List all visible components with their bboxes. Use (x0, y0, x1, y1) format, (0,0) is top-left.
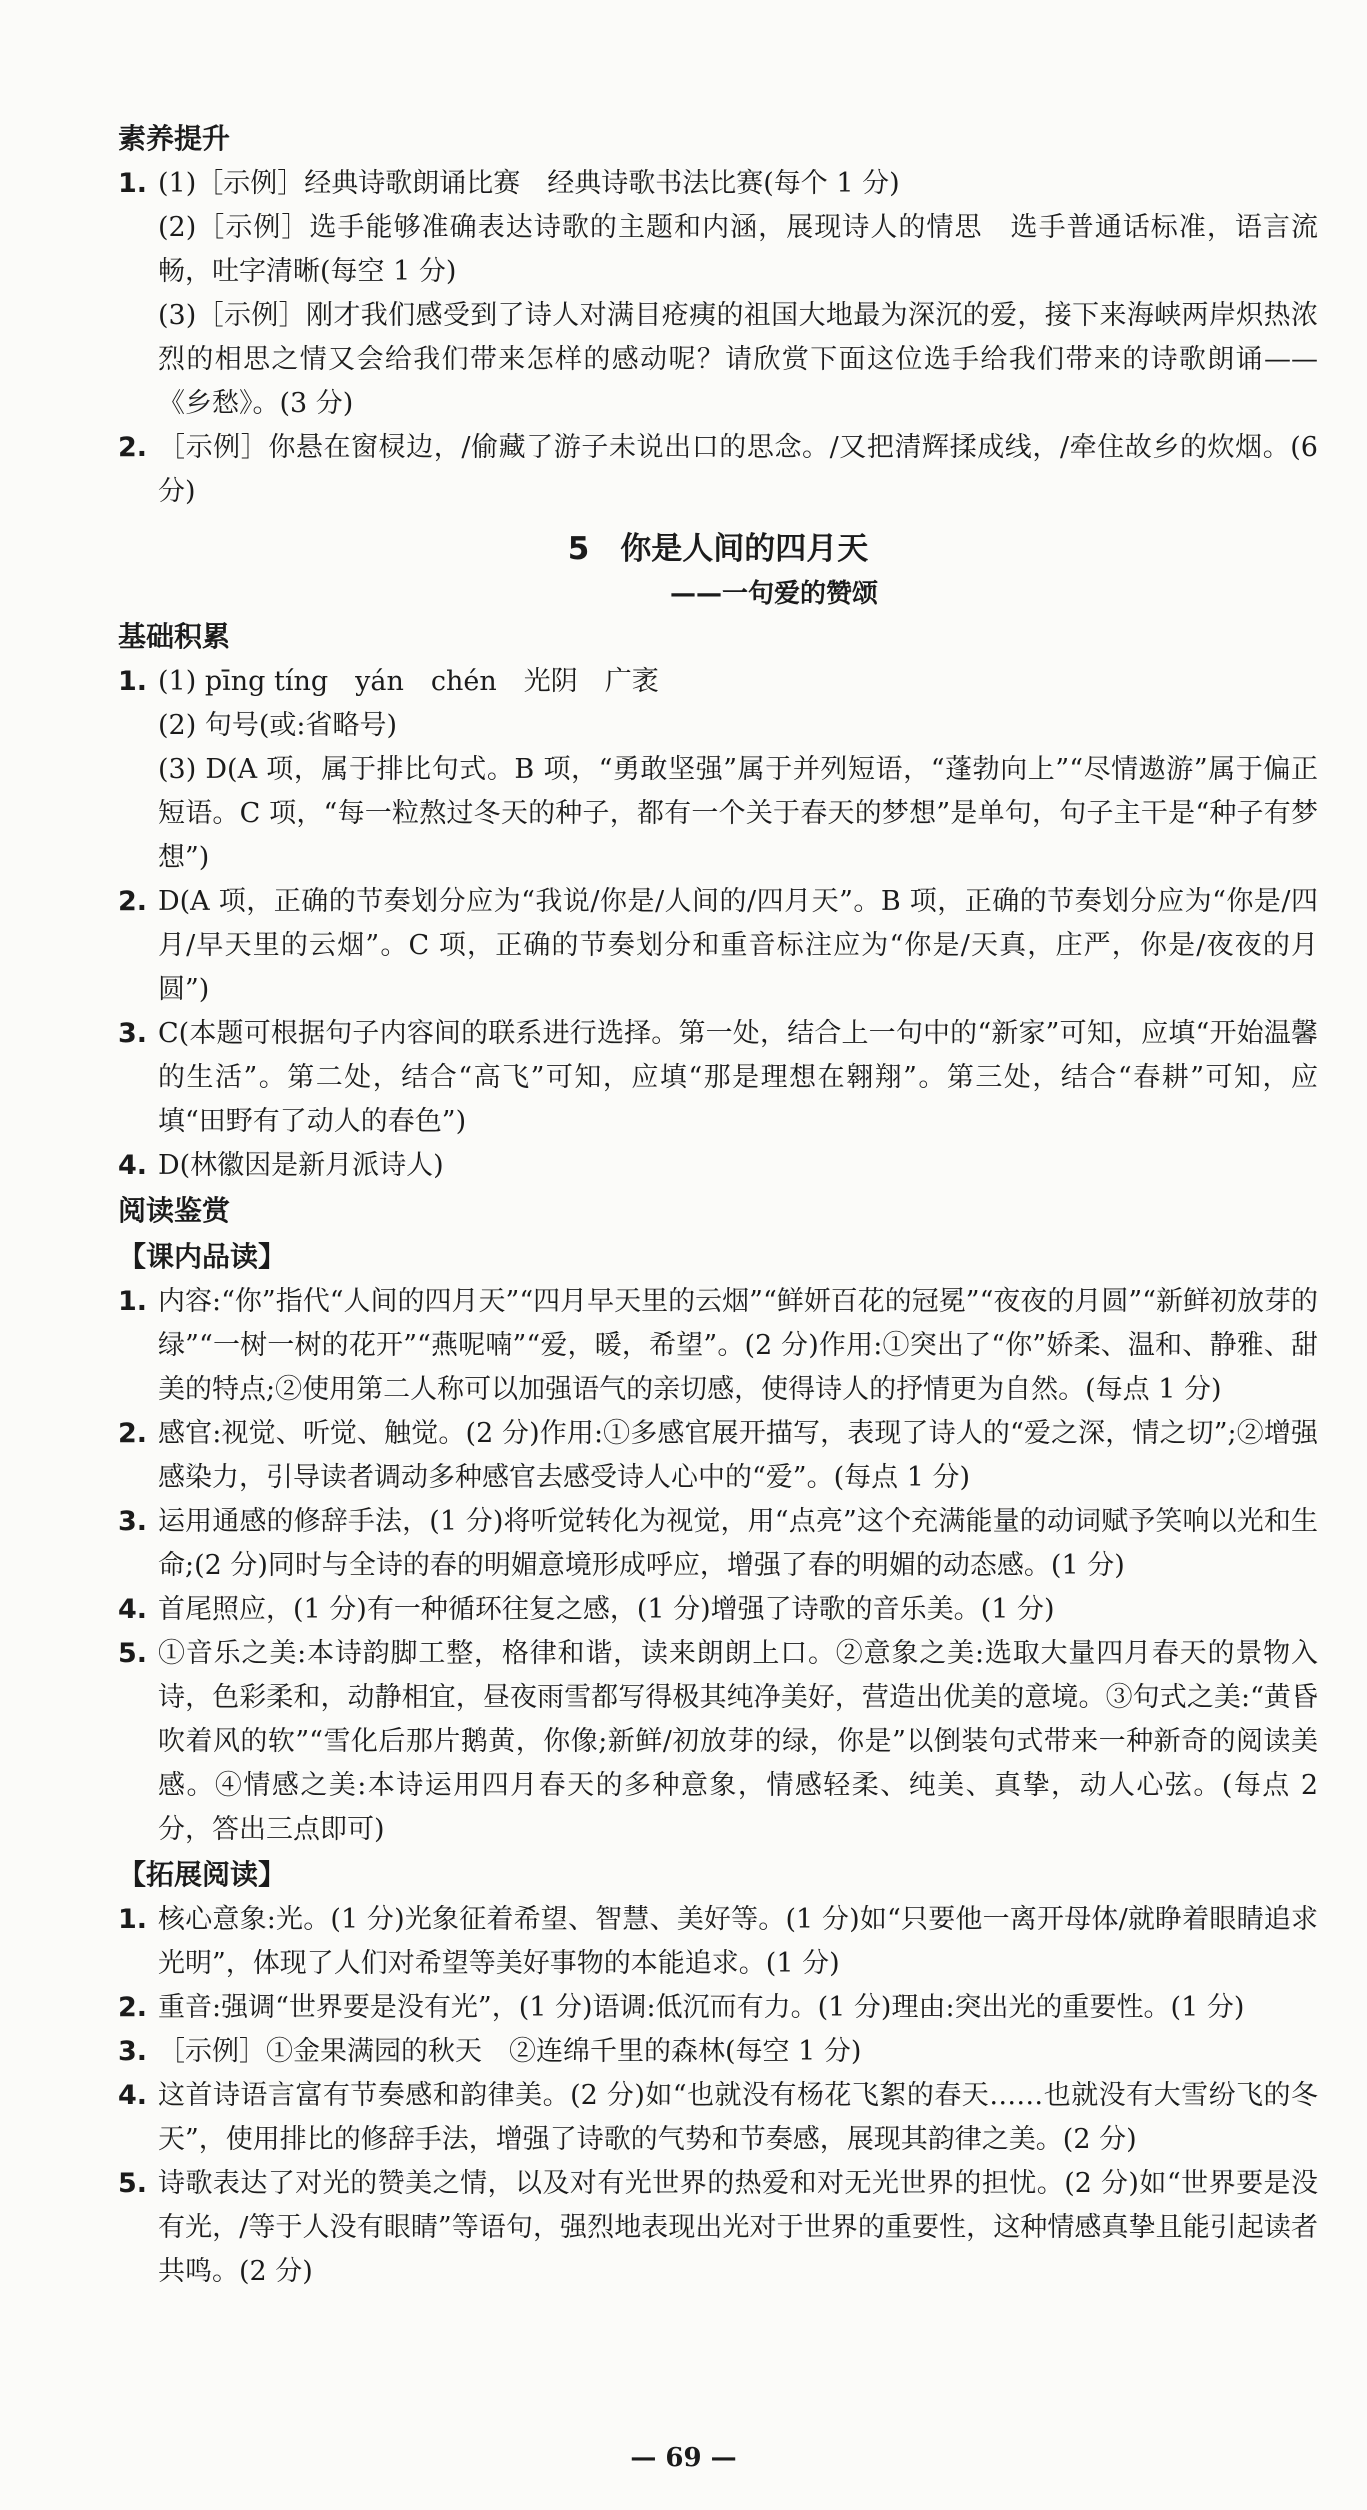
answer-text: 这首诗语言富有节奏感和韵律美。(2 分)如“也就没有杨花飞絮的春天……也就没有大雪纷飞的冬天”，使用排比的修辞手法，增强了诗歌的气势和节奏感，展现其韵律之美。(2 分) (158, 2080, 1318, 2155)
item-number: 3. (118, 1506, 148, 1537)
answer-text: (1)［示例］经典诗歌朗诵比赛 经典诗歌书法比赛(每个 1 分) (158, 168, 900, 199)
item-number: 4. (118, 2080, 148, 2111)
lesson-subtitle: ——一句爱的赞颂 (669, 579, 878, 609)
answer-text: 感官:视觉、听觉、触觉。(2 分)作用:①多感官展开描写，表现了诗人的“爱之深，情之切”;②增强感染力，引导读者调动多种感官去感受诗人心中的“爱”。(每点 1 分) (158, 1418, 1318, 1493)
answer-text: 诗歌表达了对光的赞美之情，以及对有光世界的热爱和对无光世界的担忧。(2 分)如“世界要是没有光，/等于人没有眼睛”等语句，强烈地表现出光对于世界的重要性，这种情感真挚且能引起读者共鸣。(2 分) (158, 2168, 1318, 2287)
answer-item (118, 1412, 1318, 1500)
answer-item (118, 1500, 1318, 1588)
answer-text: ［示例］①金果满园的秋天 ②连绵千里的森林(每空 1 分) (158, 2036, 862, 2067)
item-number: 3. (118, 1018, 148, 1049)
answer-text: C(本题可根据句子内容间的联系进行选择。第一处，结合上一句中的“新家”可知，应填“开始温馨的生活”。第二处，结合“高飞”可知，应填“那是理想在翱翔”。第三处，结合“春耕”可知，应填“田野有了动人的春色”) (158, 1018, 1318, 1137)
subsection-heading: 【课内品读】 (118, 1240, 287, 1273)
item-number: 1. (118, 1286, 148, 1317)
item-number: 2. (118, 1992, 148, 2023)
item-number: 5. (118, 2168, 148, 2199)
section-heading: 阅读鉴赏 (118, 1194, 231, 1227)
answer-page (118, 116, 1318, 2294)
answer-text: (2) 句号(或:省略号) (158, 710, 397, 741)
lesson-title: 5 你是人间的四月天 (567, 531, 869, 567)
answer-text: 核心意象:光。(1 分)光象征着希望、智慧、美好等。(1 分)如“只要他一离开母体/就睁着眼睛追求光明”，体现了人们对希望等美好事物的本能追求。(1 分) (158, 1904, 1318, 1979)
answer-item (118, 660, 1318, 880)
item-number: 1. (118, 666, 148, 697)
answer-text: (3) D(A 项，属于排比句式。B 项，“勇敢坚强”属于并列短语，“蓬勃向上”“尽情遨游”属于偏正短语。C 项，“每一粒熬过冬天的种子，都有一个关于春天的梦想”是单句，句子主干是“种子有梦想”) (158, 754, 1318, 873)
answer-text: 重音:强调“世界要是没有光”，(1 分)语调:低沉而有力。(1 分)理由:突出光的重要性。(1 分) (158, 1992, 1245, 2023)
answer-item (118, 1012, 1318, 1144)
answer-text: 运用通感的修辞手法，(1 分)将听觉转化为视觉，用“点亮”这个充满能量的动词赋予笑响以光和生命;(2 分)同时与全诗的春的明媚意境形成呼应，增强了春的明媚的动态感。(1 分) (158, 1506, 1318, 1581)
page-number: — 69 — (630, 2443, 737, 2473)
answer-text: 首尾照应，(1 分)有一种循环往复之感，(1 分)增强了诗歌的音乐美。(1 分) (158, 1594, 1055, 1625)
answer-item (118, 426, 1318, 514)
section-heading: 基础积累 (118, 620, 231, 653)
answer-item (118, 2030, 1318, 2074)
item-number: 4. (118, 1594, 148, 1625)
answer-text: ①音乐之美:本诗韵脚工整，格律和谐，读来朗朗上口。②意象之美:选取大量四月春天的景物入诗，色彩柔和，动静相宜，昼夜雨雪都写得极其纯净美好，营造出优美的意境。③句式之美:“黄昏吹着风的软”“雪化后那片鹅黄，你像;新鲜/初放芽的绿，你是”以倒装句式带来一种新奇的阅读美感。④情感之美:本诗运用四月春天的多种意象，情感轻柔、纯美、真挚，动人心弦。(每点 2 分，答出三点即可) (158, 1638, 1318, 1845)
item-number: 1. (118, 168, 148, 199)
answer-item (118, 1588, 1318, 1632)
answer-item (118, 1986, 1318, 2030)
item-number: 2. (118, 432, 148, 463)
answer-item (118, 1280, 1318, 1412)
answer-item (118, 880, 1318, 1012)
subsection-heading: 【拓展阅读】 (118, 1858, 287, 1891)
answer-text: (3)［示例］刚才我们感受到了诗人对满目疮痍的祖国大地最为深沉的爱，接下来海峡两岸炽热浓烈的相思之情又会给我们带来怎样的感动呢？请欣赏下面这位选手给我们带来的诗歌朗诵——《乡愁》。(3 分) (158, 300, 1318, 419)
answer-text: (1) pīng tíng yán chén 光阴 广袤 (158, 666, 659, 697)
item-number: 1. (118, 1904, 148, 1935)
item-number: 4. (118, 1150, 148, 1181)
answer-item (118, 1632, 1318, 1852)
answer-text: D(A 项，正确的节奏划分应为“我说/你是/人间的/四月天”。B 项，正确的节奏划分应为“你是/四月/早天里的云烟”。C 项，正确的节奏划分和重音标注应为“你是/天真，庄严，你是/夜夜的月圆”) (158, 886, 1318, 1005)
answer-item (118, 2074, 1318, 2162)
item-number: 5. (118, 1638, 148, 1669)
item-number: 3. (118, 2036, 148, 2067)
answer-text: (2)［示例］选手能够准确表达诗歌的主题和内涵，展现诗人的情思 选手普通话标准，语言流畅，吐字清晰(每空 1 分) (158, 212, 1318, 287)
answer-item (118, 1144, 1318, 1188)
item-number: 2. (118, 1418, 148, 1449)
answer-text: D(林徽因是新月派诗人) (158, 1150, 444, 1181)
section-heading: 素养提升 (118, 122, 231, 155)
item-number: 2. (118, 886, 148, 917)
answer-text: 内容:“你”指代“人间的四月天”“四月早天里的云烟”“鲜妍百花的冠冕”“夜夜的月圆”“新鲜初放芽的绿”“一树一树的花开”“燕呢喃”“爱，暖，希望”。(2 分)作用:①突出了“你”娇柔、温和、静雅、甜美的特点;②使用第二人称可以加强语气的亲切感，使得诗人的抒情更为自然。(每点 1 分) (158, 1286, 1318, 1405)
answer-item (118, 1898, 1318, 1986)
answer-item (118, 162, 1318, 426)
answer-item (118, 2162, 1318, 2294)
answer-text: ［示例］你悬在窗棂边，/偷藏了游子未说出口的思念。/又把清辉揉成线，/牵住故乡的炊烟。(6 分) (158, 432, 1318, 507)
